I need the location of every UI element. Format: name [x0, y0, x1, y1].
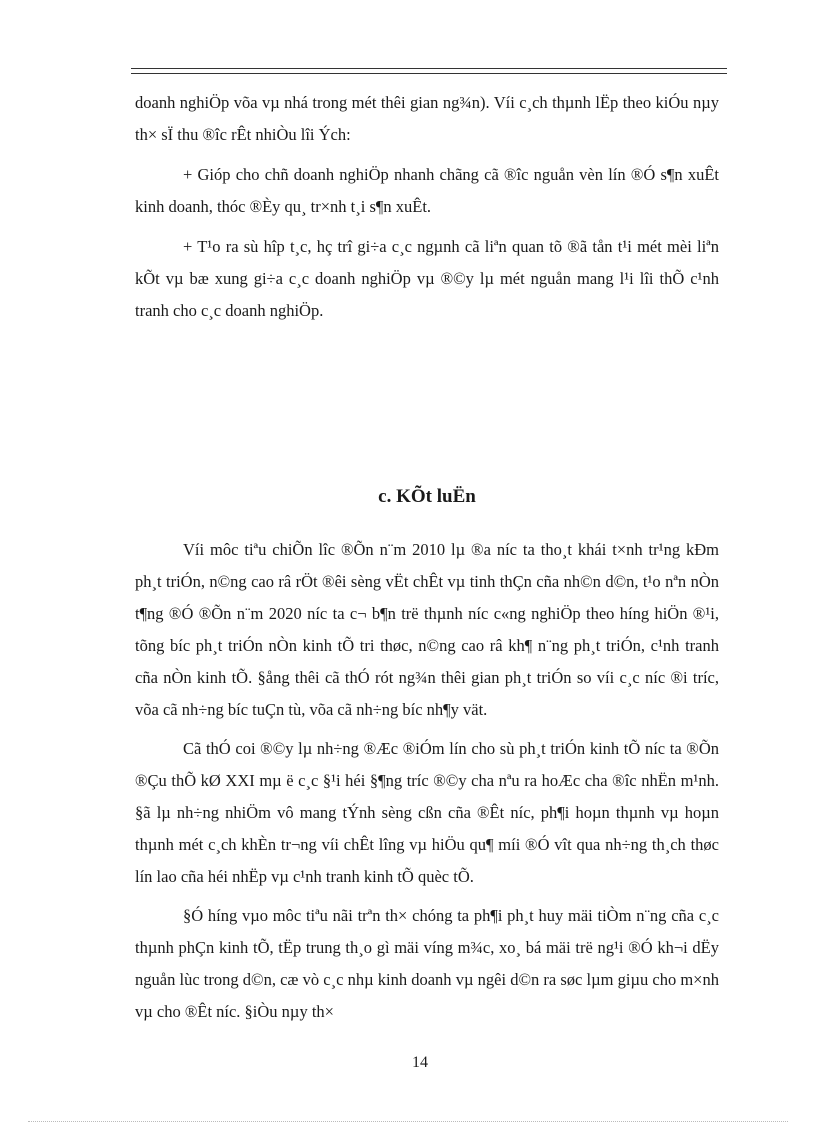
conclusion-text-block — [135, 534, 719, 1035]
conclusion-paragraph-2: Cã thÓ coi ®©y lµ nh÷ng ®Æc ®iÓm lín cho sù ph¸t triÓn kinh tÕ níc ta ®Õn ®Çu thÕ kØ XXI mµ ë c¸c §¹i héi §¶ng tríc ®©y cha nªu ra hoÆc cha ®îc nhËn m¹nh. §ã lµ nh÷ng nhiÖm vô mang tÝnh sèng cßn cña ®Êt níc, ph¶i hoµn thµnh vµ hoµn thµnh mét c¸ch khÈn tr¬ng víi chÊt lîng vµ hiÖu qu¶ míi ®Ó vît qua nh÷ng th¸ch thøc lín lao cña héi nhËp vµ c¹nh tranh kinh tÕ quèc tÕ. — [135, 739, 719, 886]
conclusion-paragraph-1: Víi môc tiªu chiÕn lîc ®Õn n¨m 2010 lµ ®a níc ta tho¸t khái t×nh tr¹ng kÐm ph¸t triÓn, n©ng cao râ rÖt ®êi sèng vËt chÊt vµ tinh thÇn cña nh©n d©n, t¹o nªn nÒn t¶ng ®Ó ®Õn n¨m 2020 níc ta c¬ b¶n trë thµnh níc c«ng nghiÖp theo híng hiÖn ®¹i, tõng bíc ph¸t triÓn nÒn kinh tÕ tri thøc, n©ng cao râ kh¶ n¨ng ph¸t triÓn, c¹nh tranh cña nÒn kinh tÕ. §ång thêi cã thÓ rót ng¾n thêi gian ph¸t triÓn so víi c¸c níc ®i tríc, võa cã nh÷ng bíc tuÇn tù, võa cã nh÷ng bíc nh¶y vät. — [135, 540, 719, 719]
intro-paragraph: doanh nghiÖp võa vµ nhá trong mét thêi gian ng¾n). Víi c¸ch thµnh lËp theo kiÓu nµy th× sÏ thu ®îc rÊt nhiÒu lîi Ých: — [135, 93, 719, 144]
bullet-paragraph-2: + T¹o ra sù hîp t¸c, hç trî gi÷a c¸c ngµnh cã liªn quan tõ ®ã tån t¹i mét mèi liªn kÕt vµ bæ xung gi÷a c¸c doanh nghiÖp vµ ®©y lµ mét nguån mang l¹i lîi thÕ c¹nh tranh cho c¸c doanh nghiÖp. — [135, 237, 719, 320]
header-double-rule — [131, 68, 727, 74]
bottom-dotted-border — [28, 1121, 788, 1122]
bullet-paragraph-1: + Gióp cho chñ doanh nghiÖp nhanh chãng cã ®îc nguån vèn lín ®Ó s¶n xuÊt kinh doanh, thóc ®Èy qu¸ tr×nh t¸i s¶n xuÊt. — [135, 165, 719, 216]
upper-text-block — [135, 87, 719, 335]
section-heading: c. KÕt luËn — [378, 486, 476, 507]
conclusion-paragraph-3: §Ó híng vµo môc tiªu nãi trªn th× chóng ta ph¶i ph¸t huy mäi tiÒm n¨ng cña c¸c thµnh phÇn kinh tÕ, tËp trung th¸o gì mäi víng m¾c, xo¸ bá mäi trë ng¹i ®Ó kh¬i dËy nguån lùc trong d©n, cæ vò c¸c nhµ kinh doanh vµ ngêi d©n ra søc lµm giµu cho m×nh vµ cho ®Êt níc. §iÒu nµy th× — [135, 906, 719, 1021]
page-number: 14 — [412, 1054, 428, 1071]
